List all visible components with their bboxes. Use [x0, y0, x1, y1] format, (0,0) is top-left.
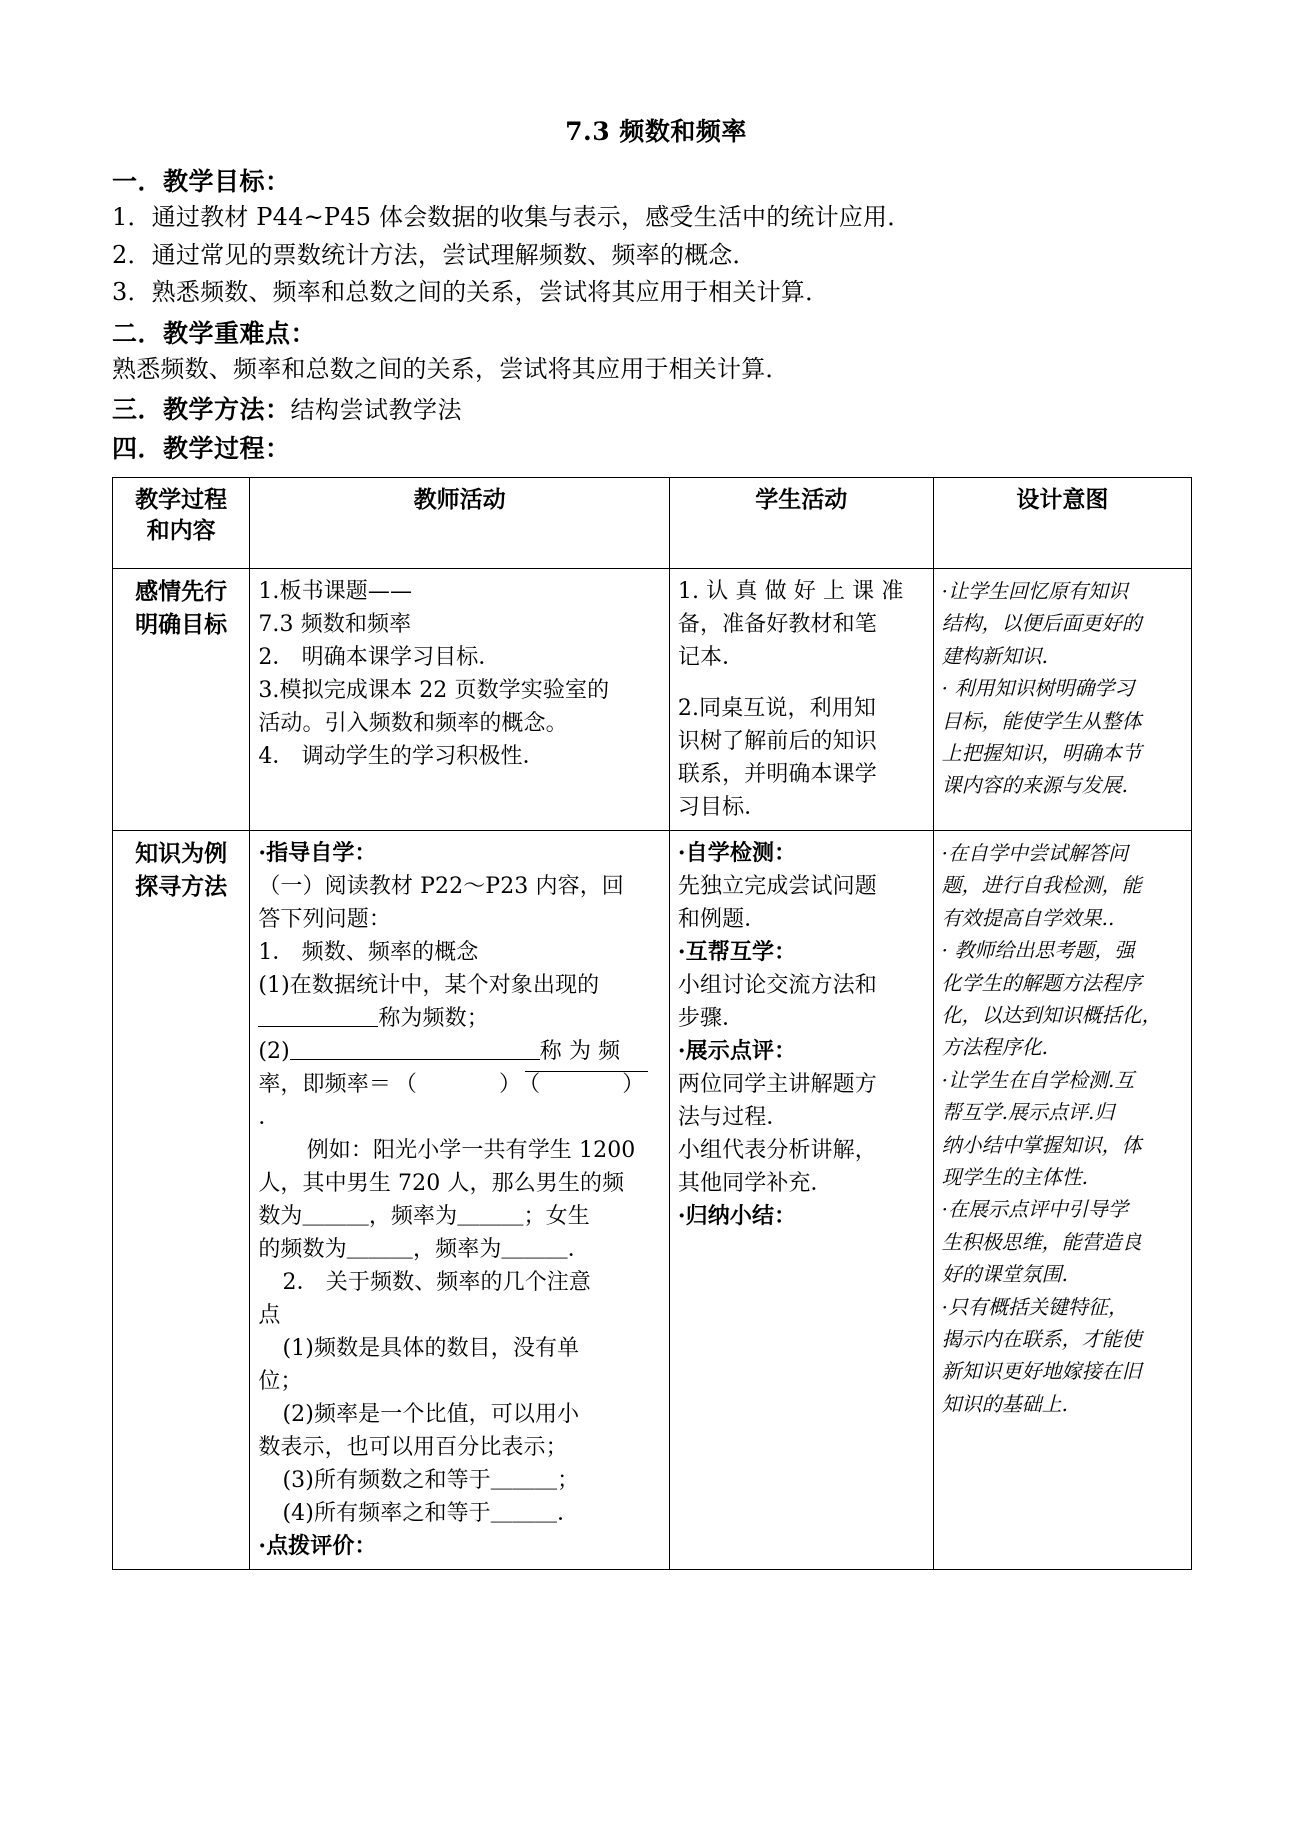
- student-1-line-5: 2.同桌互说，利用知: [677, 696, 876, 722]
- objective-line-2: 2．通过常见的票数统计方法，尝试理解频数、频率的概念．: [112, 240, 757, 269]
- intent-2-line-17: 新知识更好地嫁接在旧: [941, 1359, 1142, 1384]
- student-2-mutualhelp-heading: ·互帮互学：: [677, 939, 797, 966]
- intent-cell-1: [933, 569, 1191, 831]
- teacher-1-line-2: 7.3 频数和频率: [258, 612, 412, 638]
- student-2-line-8: 其他同学补充．: [677, 1171, 833, 1197]
- stage-1-line1: 感情先行: [135, 578, 228, 606]
- intent-2-line-9: 帮互学.展示点评.归: [941, 1100, 1115, 1125]
- stage-cell-1: [113, 569, 250, 831]
- teacher-cell-2: [250, 831, 670, 1570]
- teacher-2-example-line-2: 人，其中男生 720 人，那么男生的频: [258, 1171, 625, 1197]
- student-1-line-3: 记本．: [677, 645, 745, 671]
- teacher-1-line-5: 活动。引入频数和频率的概念。: [258, 711, 568, 737]
- teacher-2-line-q1-blank: [258, 1002, 661, 1035]
- student-2-line-1: 先独立完成尝试问题: [677, 874, 877, 900]
- intent-2-line-5: 化学生的解题方法程序: [941, 970, 1142, 995]
- stage-1-line2: 明确目标: [135, 611, 228, 639]
- teacher-2-q1-blank-text: 称为频数；: [378, 1006, 489, 1032]
- section-heading-key-points: 二．教学重难点：: [112, 318, 317, 348]
- column-header-stage-line1: 教学过程: [135, 486, 228, 514]
- teacher-2-note-2: (2)频率是一个比值，可以用小: [282, 1402, 580, 1428]
- teacher-2-line-answer: 答下列问题：: [258, 907, 391, 933]
- teacher-2-line-read: （一）阅读教材 P22～P23 内容，回: [258, 874, 624, 900]
- intent-2-line-2: 题，进行自我检测，能: [941, 873, 1142, 898]
- stage-2-line1: 知识为例: [135, 840, 228, 868]
- fraction-denominator: （ ）: [525, 1071, 648, 1097]
- answer-blank-freq-count[interactable]: [258, 1026, 378, 1027]
- student-1-spacer: [678, 674, 925, 692]
- intent-1-line-2: 结构，以便后面更好的: [941, 611, 1142, 636]
- intent-2-line-16: 揭示内在联系，才能使: [941, 1326, 1142, 1351]
- intent-2-line-13: 生积极思维，能营造良: [941, 1229, 1142, 1254]
- table-row: [113, 569, 1192, 831]
- intent-2-line-4: · 教师给出思考题，强: [941, 938, 1135, 963]
- intent-2-line-7: 方法程序化.: [941, 1035, 1049, 1060]
- teacher-2-guide-heading: ·指导自学：: [258, 840, 377, 867]
- teacher-2-q2-prefix: (2): [258, 1039, 290, 1065]
- student-2-line-7: 小组代表分析讲解，: [677, 1138, 877, 1164]
- teacher-1-line-6: 4． 调动学生的学习积极性．: [258, 744, 545, 770]
- student-2-line-5: 两位同学主讲解题方: [677, 1072, 877, 1098]
- stage-2-line2: 探寻方法: [135, 873, 228, 901]
- student-2-line-2: 和例题．: [677, 907, 767, 933]
- teacher-2-note-4: (4)所有频率之和等于＿＿＿．: [282, 1501, 580, 1527]
- teacher-2-notes-heading-cont: 点: [258, 1303, 281, 1329]
- student-1-line-8: 习目标．: [677, 795, 767, 821]
- student-2-line-4: 步骤．: [677, 1006, 745, 1032]
- intent-2-line-8: ·让学生在自学检测.互: [941, 1067, 1135, 1092]
- intent-2-line-15: ·只有概括关键特征，: [941, 1294, 1129, 1319]
- student-2-line-6: 法与过程．: [677, 1105, 789, 1131]
- teacher-2-q2-text: 称 为 频: [539, 1039, 621, 1065]
- intent-2-line-6: 化，以达到知识概括化，: [941, 1003, 1162, 1028]
- column-header-intent: 设计意图: [933, 478, 1191, 569]
- intent-1-line-7: 课内容的来源与发展.: [941, 773, 1129, 798]
- objective-line-3: 3．熟悉频数、频率和总数之间的关系，尝试将其应用于相关计算．: [112, 278, 830, 307]
- teacher-2-line-q1: (1)在数据统计中，某个对象出现的: [258, 973, 600, 999]
- student-cell-1: [669, 569, 933, 831]
- student-2-selftest-heading: ·自学检测：: [677, 840, 797, 867]
- method-heading-label: 三．教学方法：: [112, 395, 291, 425]
- formula-tail: ．: [258, 1105, 281, 1131]
- column-header-teacher: 教师活动: [250, 478, 670, 569]
- intent-2-line-18: 知识的基础上.: [941, 1391, 1069, 1416]
- table-header-row: [113, 478, 1192, 569]
- intent-1-line-1: ·让学生回忆原有知识: [941, 579, 1129, 604]
- intent-2-line-1: ·在自学中尝试解答问: [941, 841, 1129, 866]
- answer-blank-freq-rate[interactable]: [290, 1059, 540, 1060]
- intent-2-line-14: 好的课堂氛围.: [941, 1262, 1069, 1287]
- teacher-2-line-concept: 1． 频数、频率的概念: [258, 940, 479, 966]
- section-heading-method: [112, 390, 1200, 426]
- intent-2-line-10: 纳小结中掌握知识，体: [941, 1132, 1142, 1157]
- teacher-2-note-1: (1)频数是具体的数目，没有单: [282, 1336, 580, 1362]
- lesson-plan-table: [112, 477, 1192, 1570]
- student-2-line-3: 小组讨论交流方法和: [677, 973, 877, 999]
- table-row: [113, 831, 1192, 1570]
- student-1-line-7: 联系，并明确本课学: [677, 762, 877, 788]
- teacher-2-note-1-cont: 位；: [258, 1369, 303, 1395]
- frequency-fraction: [391, 1072, 648, 1097]
- teacher-2-formula-line: [258, 1068, 661, 1134]
- intent-1-line-3: 建构新知识.: [941, 643, 1049, 668]
- student-2-present-heading: ·展示点评：: [677, 1038, 797, 1065]
- student-2-summary-heading: ·归纳小结：: [677, 1203, 797, 1230]
- formula-lead: 率，即频率＝: [258, 1072, 391, 1098]
- column-header-stage-line2: 和内容: [146, 517, 216, 545]
- teacher-cell-1: [250, 569, 670, 831]
- teacher-1-line-1: 1.板书课题——: [258, 579, 413, 605]
- student-cell-2: [669, 831, 933, 1570]
- intent-1-line-4: · 利用知识树明确学习: [941, 676, 1135, 701]
- teacher-2-note-3: (3)所有频数之和等于＿＿＿；: [282, 1468, 580, 1494]
- teacher-2-example-line-4: 的频数为＿＿＿，频率为＿＿＿．: [258, 1237, 590, 1263]
- fraction-numerator: （ ）: [394, 1072, 522, 1098]
- method-heading-value: 结构尝试教学法: [290, 396, 463, 425]
- section-heading-process: 四．教学过程：: [112, 434, 291, 464]
- intent-2-line-3: 有效提高自学效果..: [941, 905, 1115, 930]
- column-header-student: 学生活动: [669, 478, 933, 569]
- student-1-line-1: 1. 认 真 做 好 上 课 准: [677, 579, 904, 605]
- student-1-line-2: 备，准备好教材和笔: [677, 612, 877, 638]
- intent-cell-2: [933, 831, 1191, 1570]
- teacher-1-line-3: 2． 明确本课学习目标．: [258, 645, 501, 671]
- intent-1-line-6: 上把握知识，明确本节: [941, 741, 1142, 766]
- intent-1-line-5: 目标，能使学生从整体: [941, 708, 1142, 733]
- key-points-line-1: 熟悉频数、频率和总数之间的关系，尝试将其应用于相关计算．: [112, 354, 790, 383]
- intent-2-line-11: 现学生的主体性.: [941, 1164, 1089, 1189]
- intent-2-line-12: ·在展示点评中引导学: [941, 1197, 1129, 1222]
- student-1-line-6: 识树了解前后的知识: [677, 729, 877, 755]
- teacher-2-example-line-1: 例如：阳光小学一共有学生 1200: [306, 1138, 636, 1164]
- teacher-1-line-4: 3.模拟完成课本 22 页数学实验室的: [258, 678, 610, 704]
- teacher-2-notes-heading: 2． 关于频数、频率的几个注意: [282, 1270, 591, 1296]
- teacher-2-evaluate-heading: ·点拨评价：: [258, 1533, 377, 1560]
- teacher-2-note-2-cont: 数表示，也可以用百分比表示；: [258, 1435, 568, 1461]
- teacher-2-example-line-3: 数为＿＿＿，频率为＿＿＿；女生: [258, 1204, 590, 1230]
- column-header-stage: [113, 478, 250, 569]
- stage-cell-2: [113, 831, 250, 1570]
- page-title: 7.3 频数和频率: [565, 117, 747, 146]
- section-heading-objectives: 一．教学目标：: [112, 167, 291, 196]
- teacher-2-line-q2: [258, 1035, 661, 1068]
- objective-line-1: 1．通过教材 P44~P45 体会数据的收集与表示，感受生活中的统计应用．: [112, 203, 912, 231]
